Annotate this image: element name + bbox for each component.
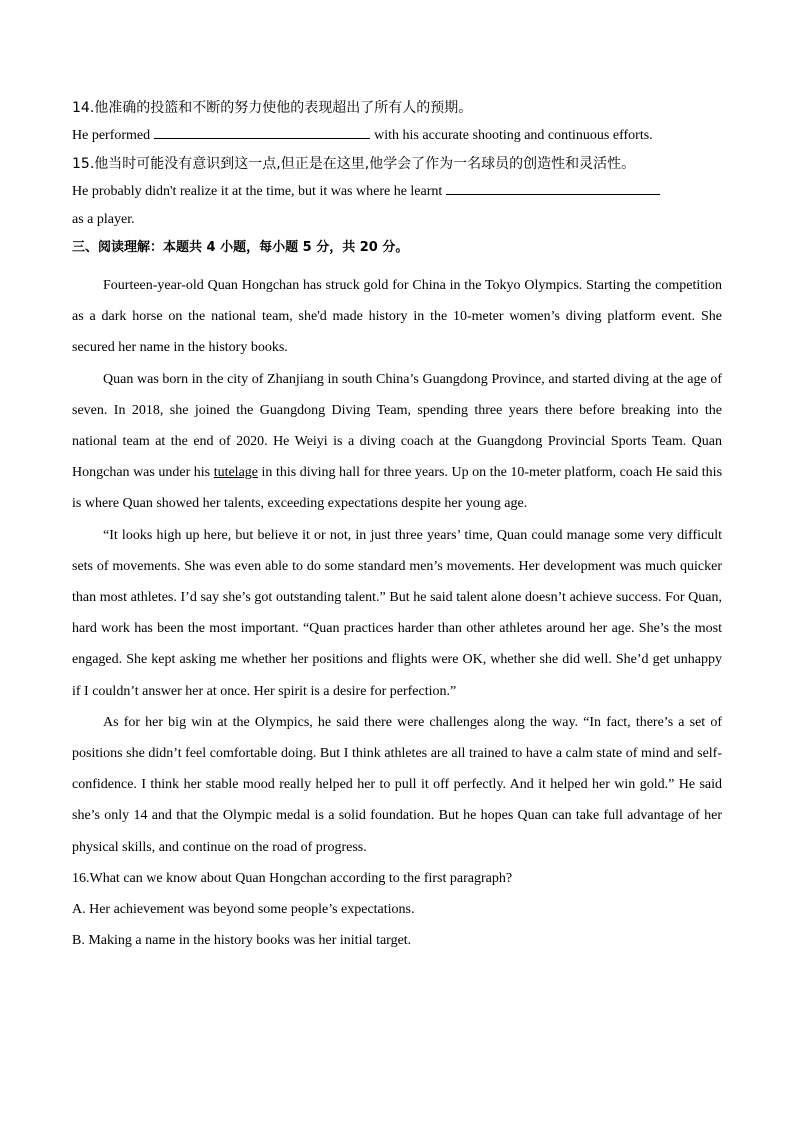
section-heading: 三、阅读理解：本题共 4 小题，每小题 5 分，共 20 分。 bbox=[72, 240, 409, 255]
exam-page bbox=[72, 94, 722, 956]
q15-prompt: 15.他当时可能没有意识到这一点,但正是在这里,他学会了作为一名球员的创造性和灵活性。 bbox=[72, 156, 636, 172]
q16-option-b[interactable]: B. Making a name in the history books was her initial target. bbox=[72, 932, 412, 948]
q16-question: 16.What can we know about Quan Hongchan according to the first paragraph? bbox=[72, 870, 513, 886]
reading-passage bbox=[72, 270, 722, 863]
q14-post: with his accurate shooting and continuous efforts. bbox=[374, 128, 653, 143]
q14-answer-blank[interactable] bbox=[154, 124, 370, 139]
p2-before: Quan was born in the city of Zhanjiang in south China’s Guangdong Province, and started diving at the age of seven. In 2018, she joined the Guangdong Diving Team, spending three years there before breaking into the national team at the end of 2020. He Weiyi is a diving coach at the Guangdong Provincial Sports Team. Quan Hongchan was under his bbox=[72, 371, 722, 481]
q14-sentence bbox=[72, 122, 722, 150]
underlined-word: tutelage bbox=[213, 465, 258, 481]
passage-paragraph-4: As for her big win at the Olympics, he said there were challenges along the way. “In fact, there’s a set of positions she didn’t feel comfortable doing. But I think athletes are all trained to have a calm state of mind and self-confidence. I think her stable mood really helped her to pull it off perfectly. And it helped her win gold.” He said she’s only 14 and that the Olympic medal is a solid foundation. But he hopes Quan can take full advantage of her physical skills, and continue on the road of progress. bbox=[72, 714, 722, 855]
q15-pre: He probably didn't realize it at the time, but it was where he learnt bbox=[72, 184, 443, 199]
q14-prompt: 14.他准确的投篮和不断的努力使他的表现超出了所有人的预期。 bbox=[72, 100, 473, 116]
passage-paragraph-2 bbox=[72, 364, 722, 520]
q15-sentence bbox=[72, 178, 722, 206]
q15-post: as a player. bbox=[72, 212, 135, 227]
p2-after: in this diving hall for three years. Up on the 10-meter platform, coach He said this is where Quan showed her talents, exceeding expectations despite her young age. bbox=[72, 465, 723, 512]
q16-option-a[interactable]: A. Her achievement was beyond some people’s expectations. bbox=[72, 901, 415, 917]
q14-pre: He performed bbox=[72, 128, 151, 143]
q15-answer-blank[interactable] bbox=[446, 180, 660, 195]
passage-paragraph-1: Fourteen-year-old Quan Hongchan has struck gold for China in the Tokyo Olympics. Starting the competition as a dark horse on the national team, she'd made history in the 10-meter women’s diving platform event. She secured her name in the history books. bbox=[72, 278, 722, 356]
passage-paragraph-3: “It looks high up here, but believe it or not, in just three years’ time, Quan could manage some very difficult sets of movements. She was even able to do some standard men’s movements. Her development was much quicker than most athletes. I’d say she’s got outstanding talent.” But he said talent alone doesn’t achieve success. For Quan, hard work has been the most important. “Quan practices harder than other athletes around her age. She’s the most engaged. She kept asking me whether her positions and flights were OK, whether she did well. She’d get unhappy if I couldn’t answer her at once. Her spirit is a desire for perfection.” bbox=[72, 527, 722, 699]
